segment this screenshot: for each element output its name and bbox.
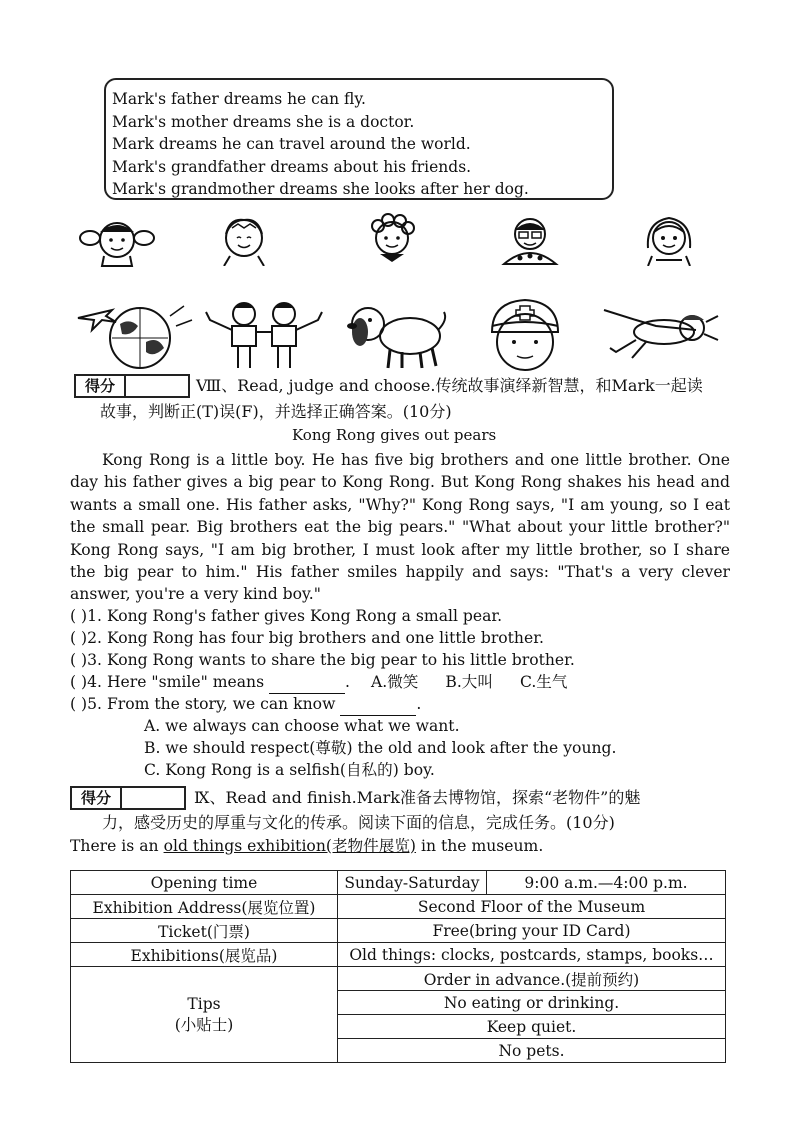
table-row xyxy=(71,919,726,943)
dream-line: Mark dreams he can travel around the world. xyxy=(112,135,471,153)
exhibition-name: old things exhibition(老物件展览) xyxy=(163,837,417,855)
tips-label-cn: (小贴士) xyxy=(174,1015,234,1034)
question-2: ( )2. Kong Rong has four big brothers and one little brother. xyxy=(70,629,544,647)
grandmother-portrait xyxy=(360,212,424,264)
dream-line: Mark's father dreams he can fly. xyxy=(112,90,366,108)
score-blank xyxy=(122,786,186,810)
score-label: 得分 xyxy=(70,786,122,810)
section8-instructions: 故事，判断正(T)误(F)，并选择正确答案。(10分) xyxy=(100,402,452,421)
flying-person-picture xyxy=(596,296,722,362)
globe-airplane-picture xyxy=(72,296,198,370)
answer-paren[interactable]: ( ) xyxy=(70,607,88,625)
section9-title: Ⅸ、Read and finish.Mark准备去博物馆，探索“老物件”的魅 xyxy=(194,788,641,807)
table-row xyxy=(71,895,726,919)
story-text: Kong Rong is a little boy. He has five big brothers and one little brother. One day his father gives a big pear to Kong Rong. But Kong Rong shakes his head and wants a small one. His father asks, "Why?" Kong Rong says, "I am young, so I eat the small pear. Big brothers eat the big pears." "What about your little brother?" Kong Rong says, "I am big brother, I must look after my little brother, so I share the big pear to him." His father smiles happily and says: "That's a very clever answer, you're a very kind boy." xyxy=(70,451,730,604)
dreams-box xyxy=(104,78,614,200)
q5-option-c: C. Kong Rong is a selfish(自私的) boy. xyxy=(144,761,435,779)
option-a: A.微笑 xyxy=(370,673,419,691)
dream-line: Mark's grandfather dreams about his friends. xyxy=(112,157,472,176)
q5-option-b: B. we should respect(尊敬) the old and look after the young. xyxy=(144,739,617,757)
section9-instructions: 力，感受历史的厚重与文化的传承。阅读下面的信息，完成任务。(10分) xyxy=(102,813,615,832)
dream-line: Mark's grandmother dreams she looks after her dog. xyxy=(112,180,529,198)
answer-paren[interactable]: ( ) xyxy=(70,695,88,713)
tip-item: No pets. xyxy=(338,1039,726,1063)
opening-hours: 9:00 a.m.—4:00 p.m. xyxy=(487,871,726,895)
score-blank xyxy=(126,374,190,398)
section8-title: Ⅷ、Read, judge and choose.传统故事演绎新智慧，和Mark一起读 xyxy=(196,376,703,395)
ticket-label: Ticket(门票) xyxy=(71,919,338,943)
grandfather-portrait xyxy=(500,212,560,266)
opening-time-label: Opening time xyxy=(71,871,338,895)
question-1: ( )1. Kong Rong's father gives Kong Rong a small pear. xyxy=(70,607,503,625)
table-row xyxy=(71,967,726,991)
tip-item: Keep quiet. xyxy=(338,1015,726,1039)
fill-blank[interactable] xyxy=(269,671,345,694)
answer-paren[interactable]: ( ) xyxy=(70,673,88,691)
tips-label-cell xyxy=(71,967,338,1063)
question-5: ( )5. From the story, we can know . xyxy=(70,693,421,716)
tip-item: No eating or drinking. xyxy=(338,991,726,1015)
dream-line: Mark's mother dreams she is a doctor. xyxy=(112,112,415,131)
score-label: 得分 xyxy=(74,374,126,398)
exhibitions-label: Exhibitions(展览品) xyxy=(71,943,338,967)
q5-option-a: A. we always can choose what we want. xyxy=(144,717,460,735)
answer-paren[interactable]: ( ) xyxy=(70,651,88,669)
score-box-section8 xyxy=(74,374,190,398)
address-value: Second Floor of the Museum xyxy=(338,895,726,919)
address-label: Exhibition Address(展览位置) xyxy=(71,895,338,919)
score-box-section9 xyxy=(70,786,186,810)
option-c: C.生气 xyxy=(519,673,568,691)
table-row xyxy=(71,871,726,895)
two-friends-picture xyxy=(200,298,326,370)
option-b: B.大叫 xyxy=(445,673,493,691)
story-title: Kong Rong gives out pears xyxy=(292,426,497,444)
mother-portrait xyxy=(638,214,700,266)
girl-pigtails-portrait xyxy=(76,216,158,268)
fill-blank[interactable] xyxy=(340,693,416,716)
ticket-value: Free(bring your ID Card) xyxy=(338,919,726,943)
exhibitions-value: Old things: clocks, postcards, stamps, books… xyxy=(338,943,726,967)
tip-item: Order in advance.(提前预约) xyxy=(338,967,726,991)
boy-portrait xyxy=(216,214,272,266)
answer-paren[interactable]: ( ) xyxy=(70,629,88,647)
tips-label: Tips xyxy=(187,994,221,1013)
exhibition-intro: There is an old things exhibition(老物件展览) in the museum. xyxy=(70,837,544,855)
exhibition-info-table xyxy=(70,870,726,1063)
question-3: ( )3. Kong Rong wants to share the big pear to his little brother. xyxy=(70,651,575,669)
table-row xyxy=(71,943,726,967)
nurse-doctor-picture xyxy=(462,296,588,372)
question-4: ( )4. Here "smile" means . A.微笑 B.大叫 C.生气 xyxy=(70,671,567,694)
opening-days: Sunday-Saturday xyxy=(338,871,487,895)
dog-picture xyxy=(334,300,450,370)
